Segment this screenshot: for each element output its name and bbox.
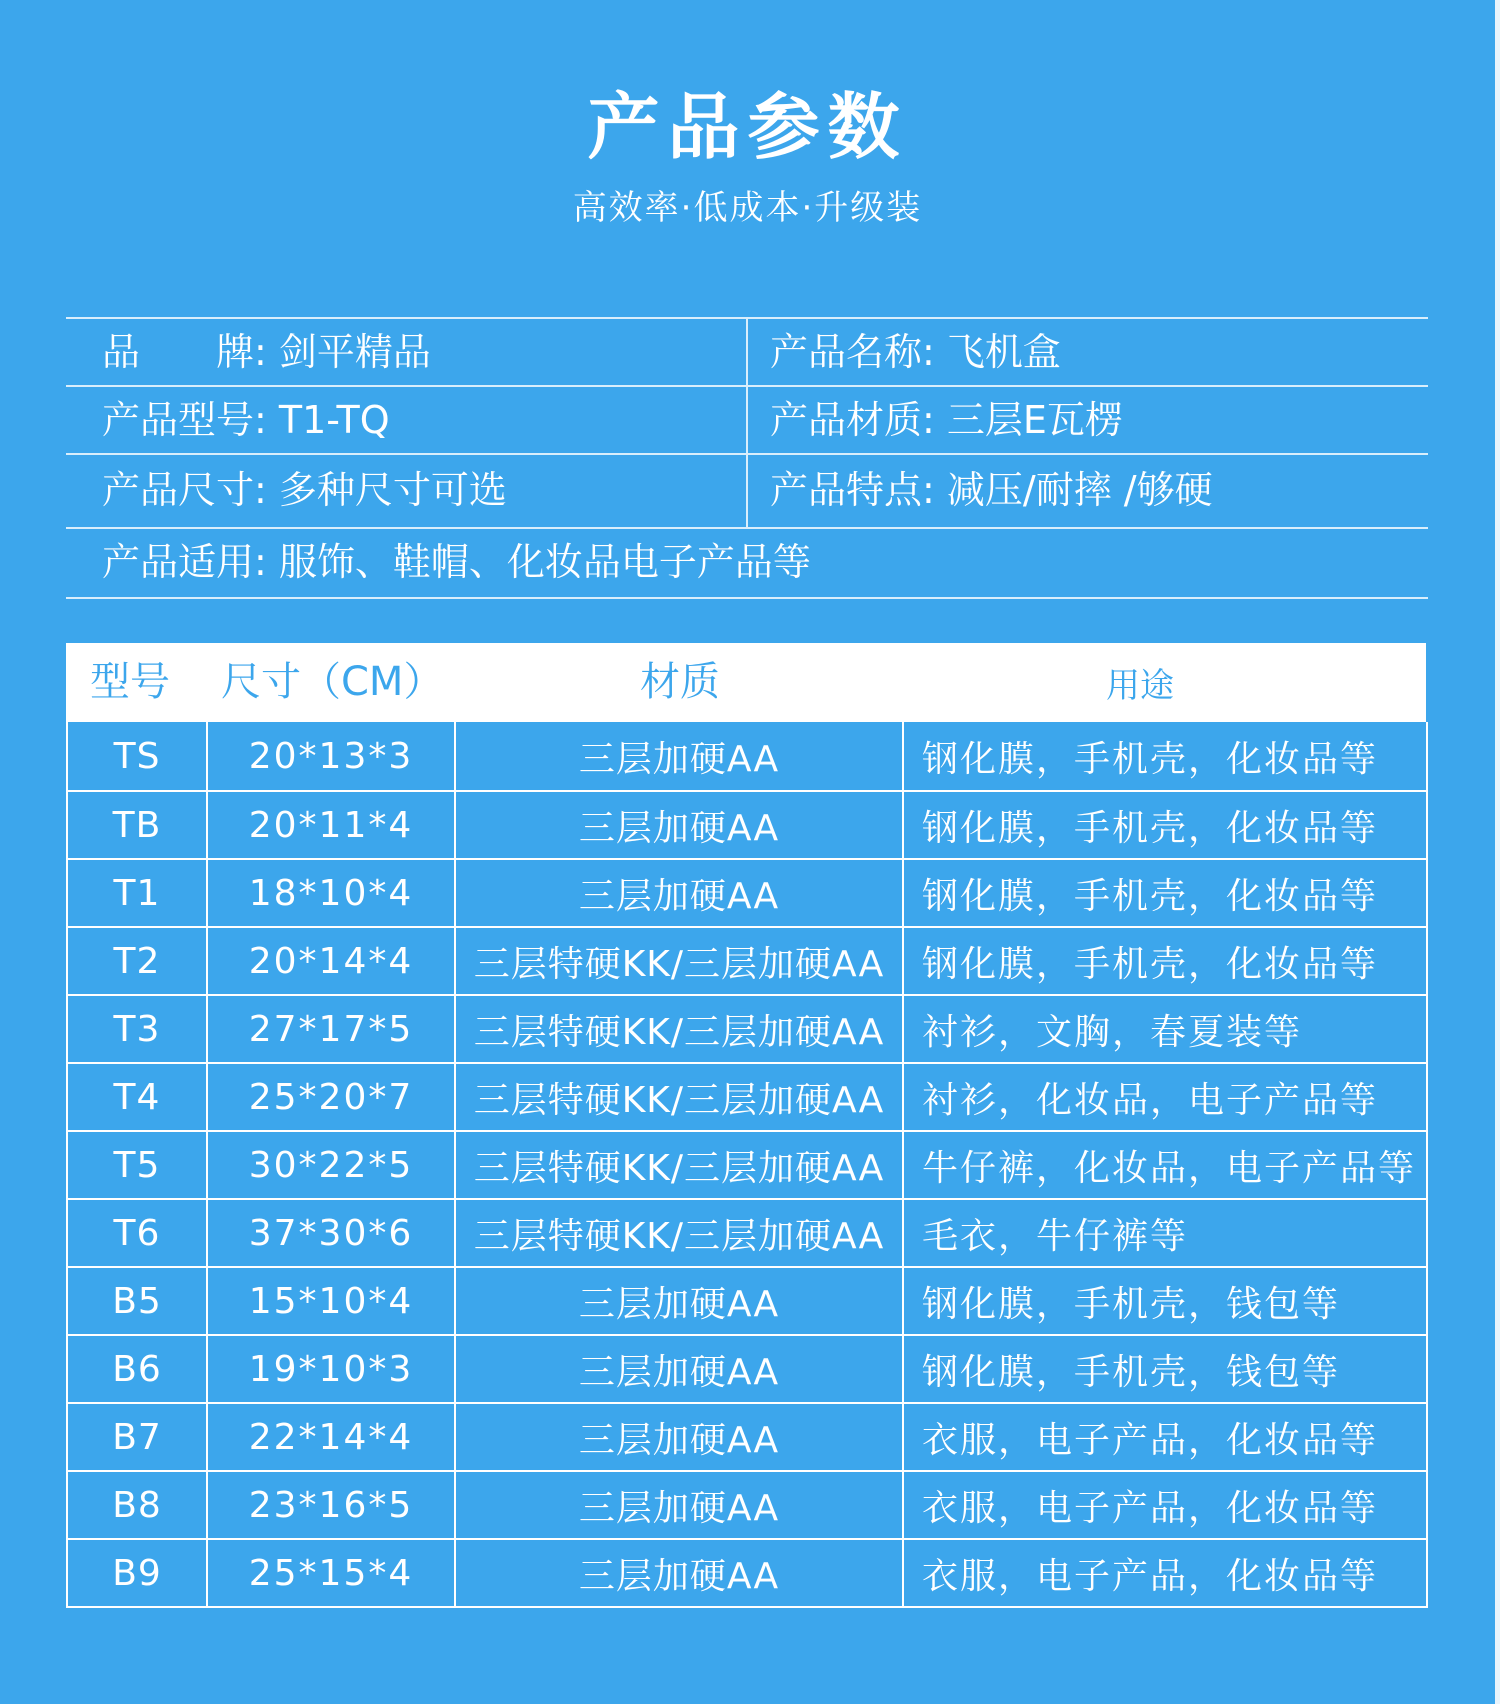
table-row: [68, 1334, 1426, 1402]
usage-label: 产品适用:: [102, 540, 267, 584]
right-edge-strip: [1495, 0, 1500, 1704]
cell-material: 三层特硬KK/三层加硬AA: [456, 1132, 904, 1198]
table-row: [68, 858, 1426, 926]
cell-material: 三层特硬KK/三层加硬AA: [456, 928, 904, 994]
cell-model: T3: [68, 996, 208, 1062]
spec-table: [66, 643, 1426, 1606]
cell-size: 25*15*4: [208, 1540, 456, 1606]
cell-material: 三层加硬AA: [456, 1404, 904, 1470]
info-size: [102, 457, 507, 523]
cell-model: T6: [68, 1200, 208, 1266]
info-divider: [66, 597, 1428, 599]
cell-model: B7: [68, 1404, 208, 1470]
cell-size: 20*14*4: [208, 928, 456, 994]
cell-material: 三层加硬AA: [456, 860, 904, 926]
info-brand: [102, 319, 431, 385]
cell-material: 三层特硬KK/三层加硬AA: [456, 1064, 904, 1130]
info-name: [770, 319, 1061, 385]
material-label: 产品材质:: [770, 398, 935, 442]
table-row: [68, 722, 1426, 790]
cell-size: 27*17*5: [208, 996, 456, 1062]
cell-usage: 钢化膜，手机壳，钱包等: [922, 1351, 1341, 1393]
cell-usage: 钢化膜，手机壳，化妆品等: [922, 943, 1379, 985]
material-value: 三层E瓦楞: [946, 398, 1123, 442]
table-row: [68, 790, 1426, 858]
info-column-divider: [746, 317, 748, 527]
spec-table-body: [66, 722, 1428, 1608]
size-value: 多种尺寸可选: [278, 468, 507, 512]
cell-material: 三层加硬AA: [456, 722, 904, 790]
cell-material: 三层加硬AA: [456, 1268, 904, 1334]
name-value: 飞机盒: [946, 330, 1061, 374]
table-row: [68, 1402, 1426, 1470]
size-label: 产品尺寸:: [102, 468, 267, 512]
table-row: [68, 1266, 1426, 1334]
page-title: 产品参数: [587, 85, 908, 169]
cell-size: 15*10*4: [208, 1268, 456, 1334]
info-usage: [102, 529, 811, 595]
info-model: [102, 387, 390, 453]
page-subtitle: 高效率·低成本·升级装: [572, 188, 923, 228]
cell-material: 三层加硬AA: [456, 1336, 904, 1402]
table-row: [68, 1130, 1426, 1198]
cell-size: 20*13*3: [208, 722, 456, 790]
cell-model: T4: [68, 1064, 208, 1130]
cell-size: 25*20*7: [208, 1064, 456, 1130]
cell-material: 三层特硬KK/三层加硬AA: [456, 996, 904, 1062]
name-label: 产品名称:: [770, 330, 935, 374]
cell-model: B6: [68, 1336, 208, 1402]
cell-usage: 牛仔裤，化妆品，电子产品等: [922, 1147, 1417, 1189]
header-size: 尺寸（CM）: [221, 659, 444, 705]
cell-usage: 钢化膜，手机壳，化妆品等: [922, 807, 1379, 849]
cell-usage: 钢化膜，手机壳，化妆品等: [922, 738, 1379, 780]
feature-value: 减压/耐摔 /够硬: [946, 468, 1213, 512]
table-row: [68, 994, 1426, 1062]
feature-label: 产品特点:: [770, 468, 935, 512]
cell-usage: 衣服，电子产品，化妆品等: [922, 1487, 1379, 1529]
cell-usage: 钢化膜，手机壳，钱包等: [922, 1283, 1341, 1325]
cell-usage: 钢化膜，手机壳，化妆品等: [922, 875, 1379, 917]
info-feature: [770, 457, 1213, 523]
cell-size: 23*16*5: [208, 1472, 456, 1538]
info-material: [770, 387, 1123, 453]
header-usage: 用途: [1106, 666, 1174, 706]
header-model: 型号: [90, 659, 170, 705]
cell-size: 18*10*4: [208, 860, 456, 926]
spec-table-header: [66, 643, 1426, 722]
cell-material: 三层加硬AA: [456, 792, 904, 858]
cell-size: 22*14*4: [208, 1404, 456, 1470]
cell-model: B8: [68, 1472, 208, 1538]
brand-value: 剑平精品: [278, 330, 431, 374]
usage-value: 服饰、鞋帽、化妆品电子产品等: [278, 540, 811, 584]
cell-model: TS: [68, 722, 208, 790]
cell-size: 19*10*3: [208, 1336, 456, 1402]
table-row: [68, 1538, 1426, 1606]
cell-model: B9: [68, 1540, 208, 1606]
brand-label: 品 牌:: [102, 330, 267, 374]
cell-material: 三层特硬KK/三层加硬AA: [456, 1200, 904, 1266]
cell-size: 37*30*6: [208, 1200, 456, 1266]
cell-model: B5: [68, 1268, 208, 1334]
header-material: 材质: [640, 659, 720, 705]
cell-model: T2: [68, 928, 208, 994]
cell-size: 20*11*4: [208, 792, 456, 858]
cell-usage: 衬衫，文胸，春夏装等: [922, 1011, 1303, 1053]
cell-usage: 衣服，电子产品，化妆品等: [922, 1555, 1379, 1597]
table-row: [68, 1062, 1426, 1130]
table-row: [68, 1198, 1426, 1266]
table-row: [68, 1470, 1426, 1538]
cell-size: 30*22*5: [208, 1132, 456, 1198]
cell-model: T1: [68, 860, 208, 926]
cell-material: 三层加硬AA: [456, 1472, 904, 1538]
cell-usage: 衬衫，化妆品，电子产品等: [922, 1079, 1379, 1121]
cell-model: T5: [68, 1132, 208, 1198]
cell-material: 三层加硬AA: [456, 1540, 904, 1606]
cell-model: TB: [68, 792, 208, 858]
model-value: T1-TQ: [278, 398, 390, 442]
table-row: [68, 926, 1426, 994]
model-label: 产品型号:: [102, 398, 267, 442]
cell-usage: 毛衣，牛仔裤等: [922, 1215, 1189, 1257]
cell-usage: 衣服，电子产品，化妆品等: [922, 1419, 1379, 1461]
